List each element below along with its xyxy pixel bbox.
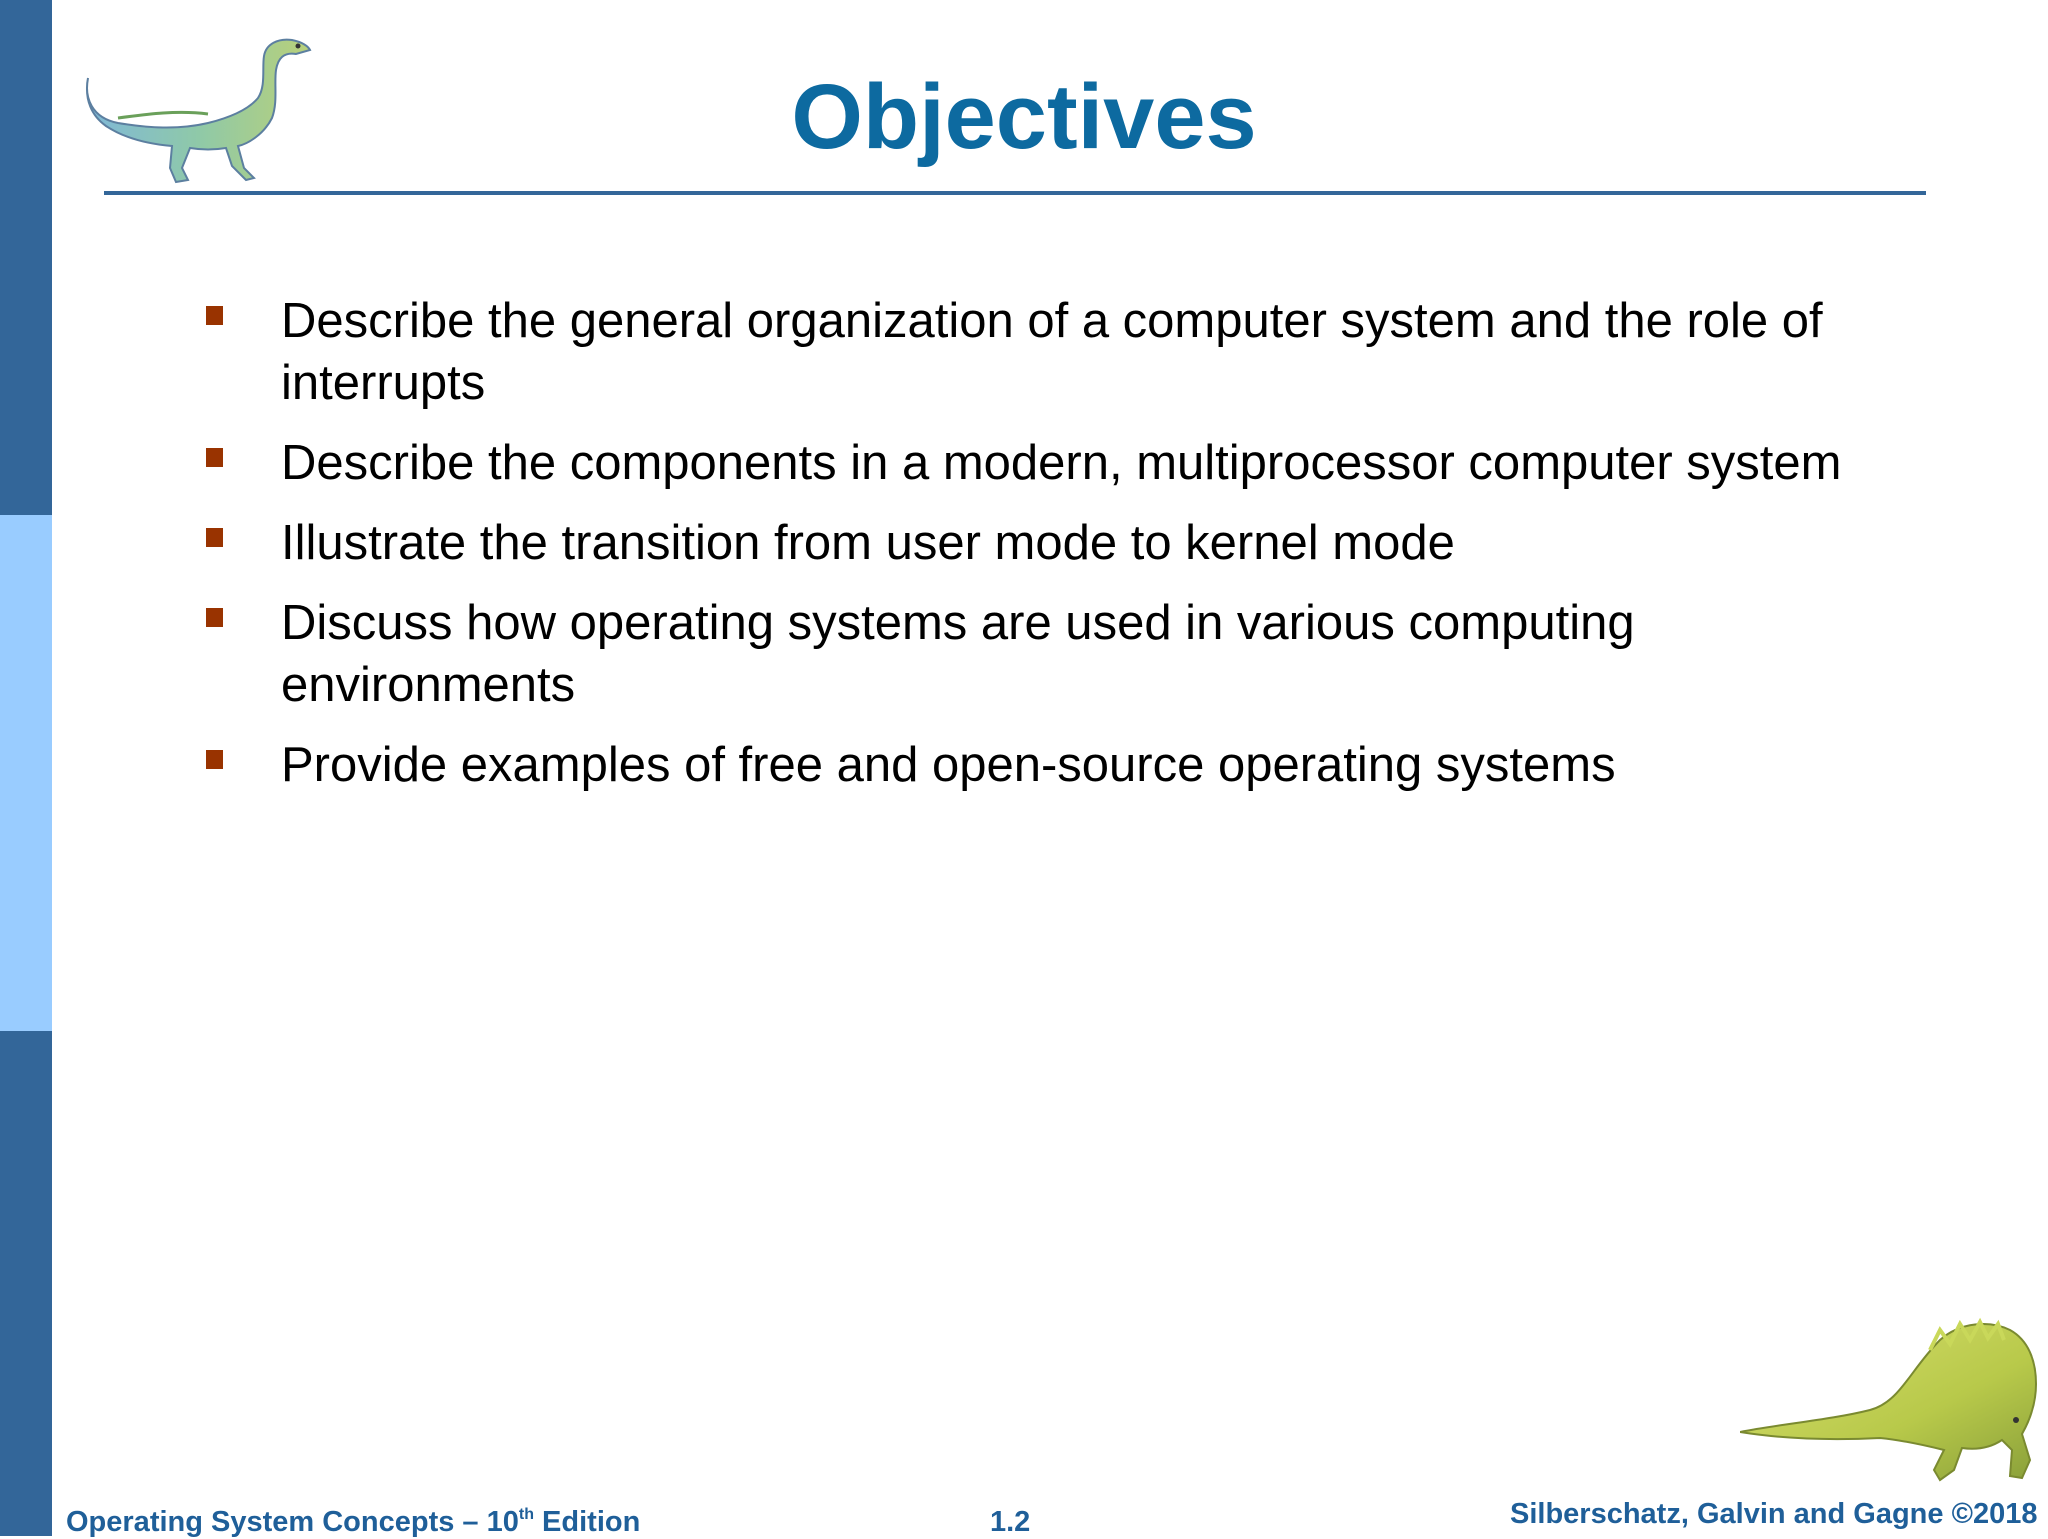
footer-book-title-edition: Edition xyxy=(533,1506,641,1538)
footer-book-title-ordinal: th xyxy=(518,1506,534,1523)
slide-title: Objectives xyxy=(791,66,1257,168)
list-item xyxy=(0,290,2048,414)
footer-authors: Silberschatz, Galvin and Gagne ©2018 xyxy=(1510,1498,2038,1530)
square-bullet-icon xyxy=(206,608,223,627)
title-divider xyxy=(104,191,1926,195)
square-bullet-icon xyxy=(206,750,223,769)
footer-book-title-main: Operating System Concepts – 10 xyxy=(66,1506,519,1538)
objectives-list xyxy=(0,290,2048,814)
square-bullet-icon xyxy=(206,306,223,325)
list-item xyxy=(0,512,2048,574)
footer-page-number: 1.2 xyxy=(990,1506,1031,1538)
list-item xyxy=(0,734,2048,796)
list-item xyxy=(0,592,2048,716)
bullet-text: Describe the components in a modern, multiprocessor computer system xyxy=(281,436,1842,490)
bullet-text: Illustrate the transition from user mode to kernel mode xyxy=(281,516,1455,570)
square-bullet-icon xyxy=(206,448,223,467)
bullet-text: Discuss how operating systems are used in various computing environments xyxy=(281,596,1635,712)
list-item xyxy=(0,432,2048,494)
square-bullet-icon xyxy=(206,528,223,547)
sidebar-stripe-bottom xyxy=(0,1031,52,1536)
bullet-text: Provide examples of free and open-source operating systems xyxy=(281,738,1616,792)
bullet-text: Describe the general organization of a computer system and the role of interrupts xyxy=(281,294,1823,410)
footer-book-title xyxy=(66,1506,640,1539)
dinosaur-bottom-icon xyxy=(1740,1300,2040,1492)
